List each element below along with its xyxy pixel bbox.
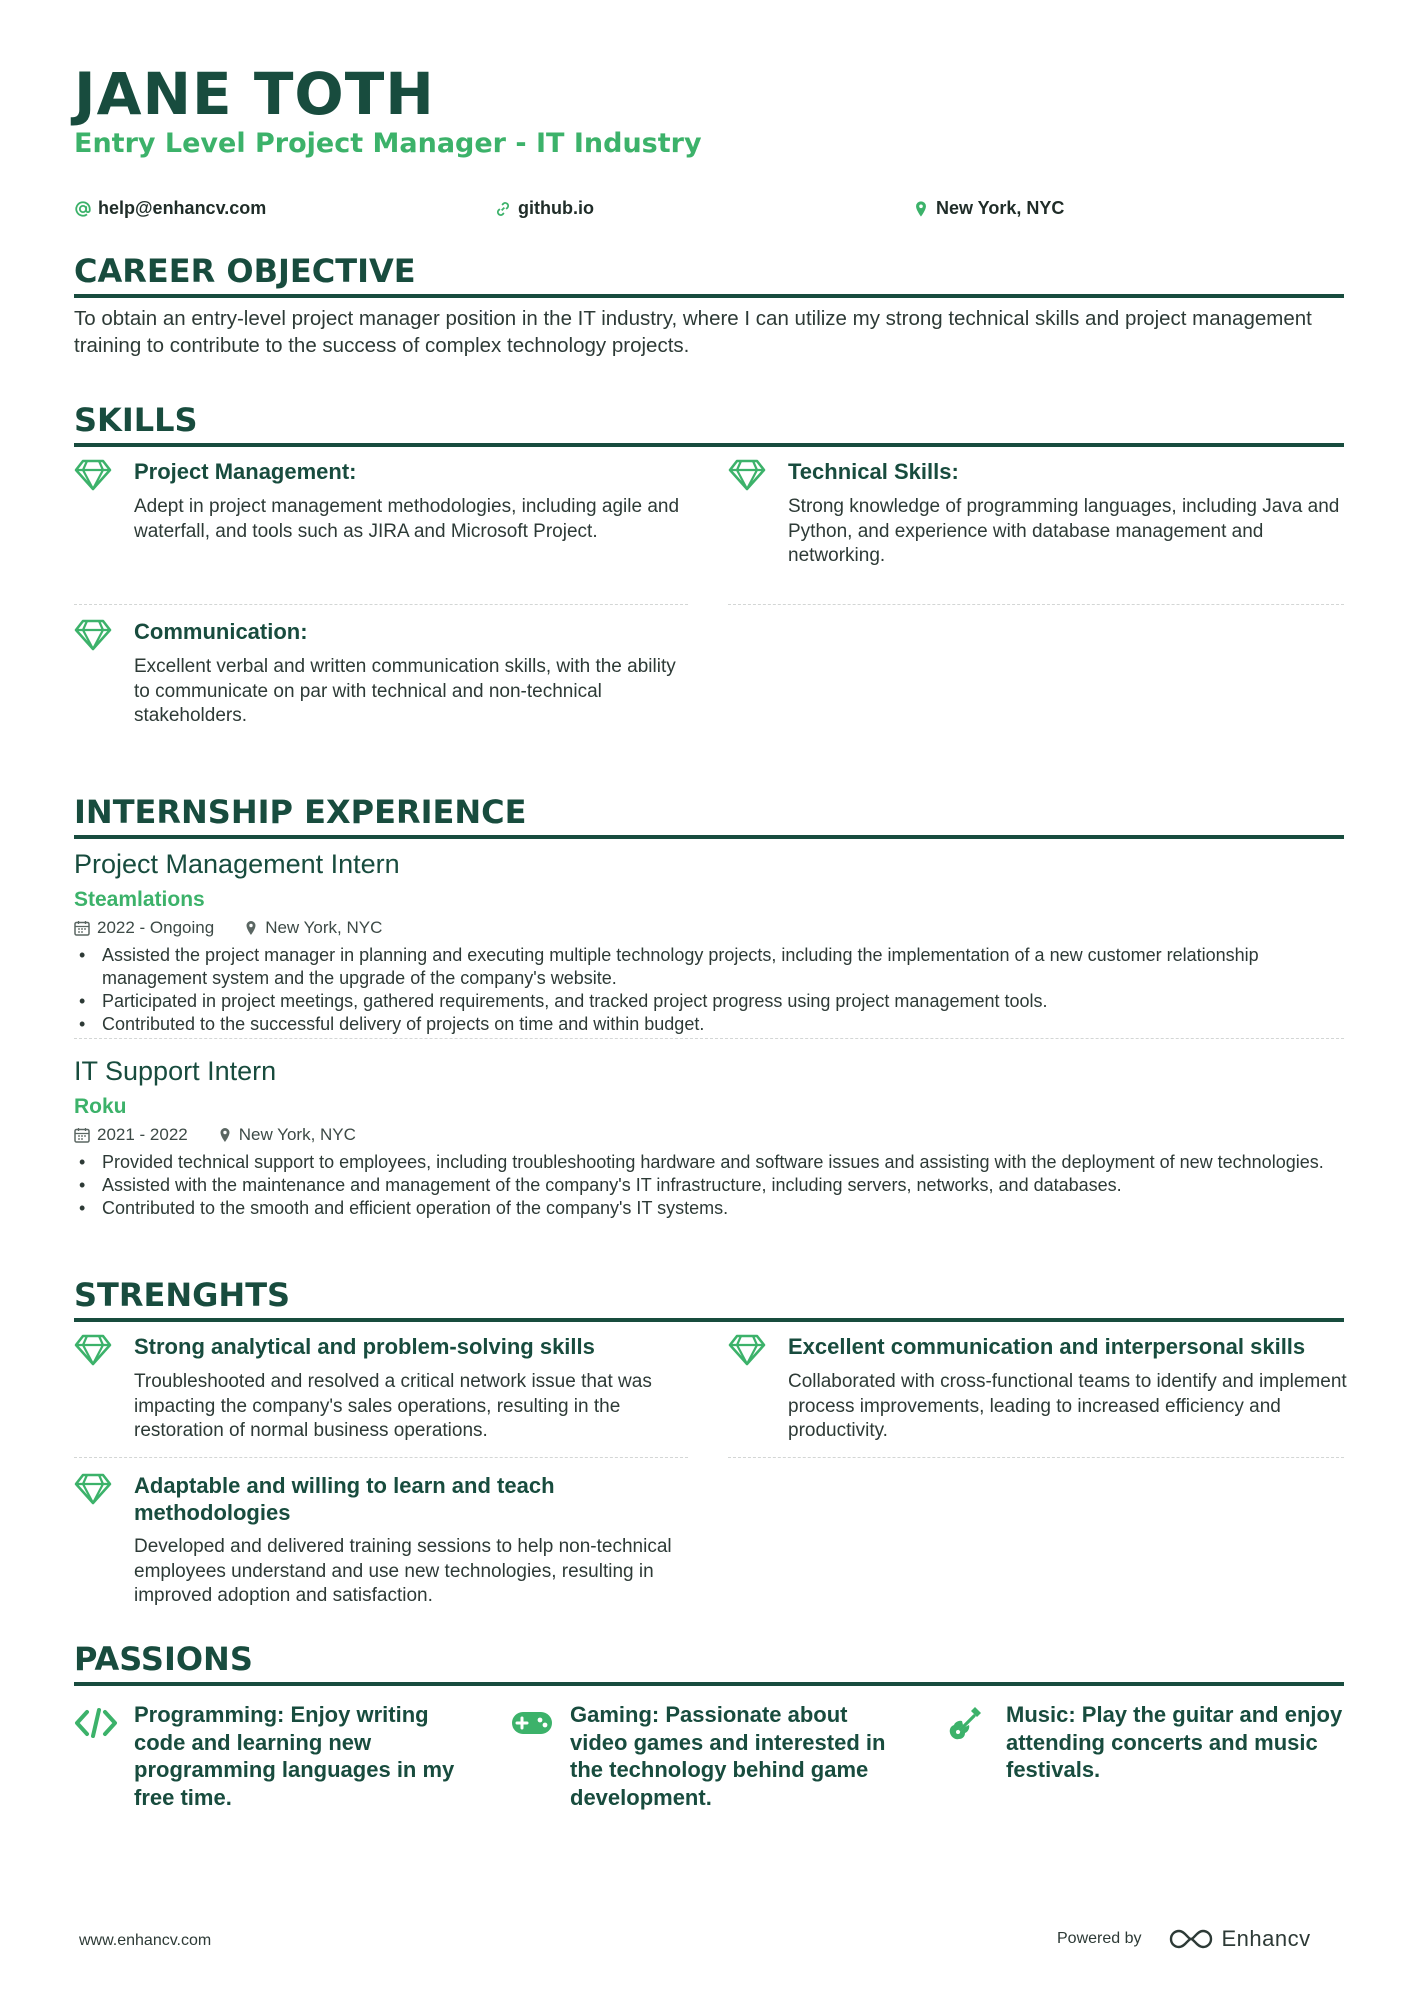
objective-text: To obtain an entry-level project manager position in the IT industry, where I can utilize my strong technical skills and project management training to contribute to the success of complex technology projects. <box>74 307 1312 357</box>
location-pin-icon <box>218 1127 232 1143</box>
strength-title: Adaptable and willing to learn and teach methodologies <box>134 1473 555 1525</box>
footer-branding <box>1057 1926 1311 1952</box>
job-location <box>244 918 382 938</box>
strength-title: Strong analytical and problem-solving skills <box>134 1334 595 1359</box>
strength-title: Excellent communication and interpersonal skills <box>788 1334 1306 1359</box>
calendar-icon <box>74 1127 90 1143</box>
job-company: Roku <box>74 1095 127 1118</box>
skill-title: Communication: <box>134 619 308 644</box>
passion-text: Gaming: Passionate about video games and interested in the technology behind game development. <box>570 1702 886 1810</box>
job-location-text: New York, NYC <box>265 918 383 937</box>
section-title-strengths: STRENGHTS <box>74 1276 1344 1322</box>
job-bullets <box>74 1151 1344 1220</box>
location-pin-icon <box>912 200 930 218</box>
section-title-skills: SKILLS <box>74 401 1344 447</box>
diamond-icon <box>728 1333 766 1367</box>
passion-text: Music: Play the guitar and enjoy attending concerts and music festivals. <box>1006 1702 1343 1782</box>
job-dates-text: 2021 - 2022 <box>97 1125 188 1144</box>
diamond-icon <box>74 618 112 652</box>
candidate-headline: Entry Level Project Manager - IT Industry <box>74 128 702 159</box>
gamepad-icon <box>510 1703 554 1743</box>
skill-title: Project Management: <box>134 459 357 484</box>
diamond-icon <box>74 458 112 492</box>
candidate-name: JANE TOTH <box>74 60 435 128</box>
section-title-experience: INTERNSHIP EXPERIENCE <box>74 793 1344 839</box>
contact-bar <box>74 198 1344 222</box>
location-pin-icon <box>244 920 258 936</box>
job-role: Project Management Intern <box>74 849 400 879</box>
strength-description: Collaborated with cross-functional teams to identify and implement process improvements, leading to increased efficiency and productivity. <box>788 1371 1347 1441</box>
enhancv-logo-icon <box>1168 1928 1214 1950</box>
job-dates <box>74 1125 188 1145</box>
footer-website[interactable]: www.enhancv.com <box>79 1932 212 1949</box>
at-icon <box>74 200 92 218</box>
strength-description: Troubleshooted and resolved a critical network issue that was impacting the company's sales operations, resulting in the restoration of normal business operations. <box>134 1371 652 1441</box>
powered-by-label: Powered by <box>1057 1930 1142 1947</box>
job-company: Steamlations <box>74 888 205 911</box>
guitar-icon <box>946 1703 990 1743</box>
skill-description: Adept in project management methodologies, including agile and waterfall, and tools such as JIRA and Microsoft Project. <box>134 496 680 542</box>
brand-name: Enhancv <box>1221 1926 1311 1951</box>
contact-location <box>912 198 1064 219</box>
job-bullet: • Assisted with the maintenance and management of the company's IT infrastructure, including servers, networks, and databases. <box>74 1174 1344 1197</box>
code-icon <box>74 1703 118 1743</box>
contact-email[interactable] <box>74 198 266 219</box>
contact-website[interactable] <box>494 198 594 219</box>
divider <box>74 1038 1344 1039</box>
skill-description: Strong knowledge of programming languages, including Java and Python, and experience with database management and networking. <box>788 496 1340 566</box>
diamond-icon <box>74 1333 112 1367</box>
job-bullet: • Contributed to the smooth and efficient operation of the company's IT systems. <box>74 1197 1344 1220</box>
skill-description: Excellent verbal and written communication skills, with the ability to communicate on par with technical and non-technical stakeholders. <box>134 656 676 726</box>
job-meta <box>74 918 412 938</box>
job-dates-text: 2022 - Ongoing <box>97 918 215 937</box>
enhancv-logo[interactable] <box>1168 1926 1311 1952</box>
job-meta <box>74 1125 386 1145</box>
contact-location-text: New York, NYC <box>936 198 1065 218</box>
job-dates <box>74 918 214 938</box>
diamond-icon <box>728 458 766 492</box>
divider <box>728 604 1344 605</box>
job-bullet: • Assisted the project manager in planning and executing multiple technology projects, including the implementation of a new customer relationship management system and the upgrade of the company's website. <box>74 944 1344 990</box>
divider <box>74 1457 688 1458</box>
skill-title: Technical Skills: <box>788 459 959 484</box>
job-location <box>218 1125 356 1145</box>
job-bullets <box>74 944 1344 1036</box>
diamond-icon <box>74 1472 112 1506</box>
divider <box>728 1457 1344 1458</box>
job-bullet: • Provided technical support to employees, including troubleshooting hardware and software issues and assisting with the deployment of new technologies. <box>74 1151 1344 1174</box>
divider <box>74 604 688 605</box>
passion-text: Programming: Enjoy writing code and learning new programming languages in my free time. <box>134 1702 455 1810</box>
job-bullet: • Contributed to the successful delivery of projects on time and within budget. <box>74 1013 1344 1036</box>
job-bullet: • Participated in project meetings, gathered requirements, and tracked project progress using project management tools. <box>74 990 1344 1013</box>
calendar-icon <box>74 920 90 936</box>
link-icon <box>494 200 512 218</box>
contact-website-text: github.io <box>518 198 594 218</box>
job-role: IT Support Intern <box>74 1056 277 1086</box>
strength-description: Developed and delivered training sessions to help non-technical employees understand and use new technologies, resulting in improved adoption and satisfaction. <box>134 1536 672 1606</box>
job-location-text: New York, NYC <box>238 1125 356 1144</box>
contact-email-text: help@enhancv.com <box>98 198 267 218</box>
section-title-objective: CAREER OBJECTIVE <box>74 252 1344 298</box>
section-title-passions: PASSIONS <box>74 1640 1344 1686</box>
